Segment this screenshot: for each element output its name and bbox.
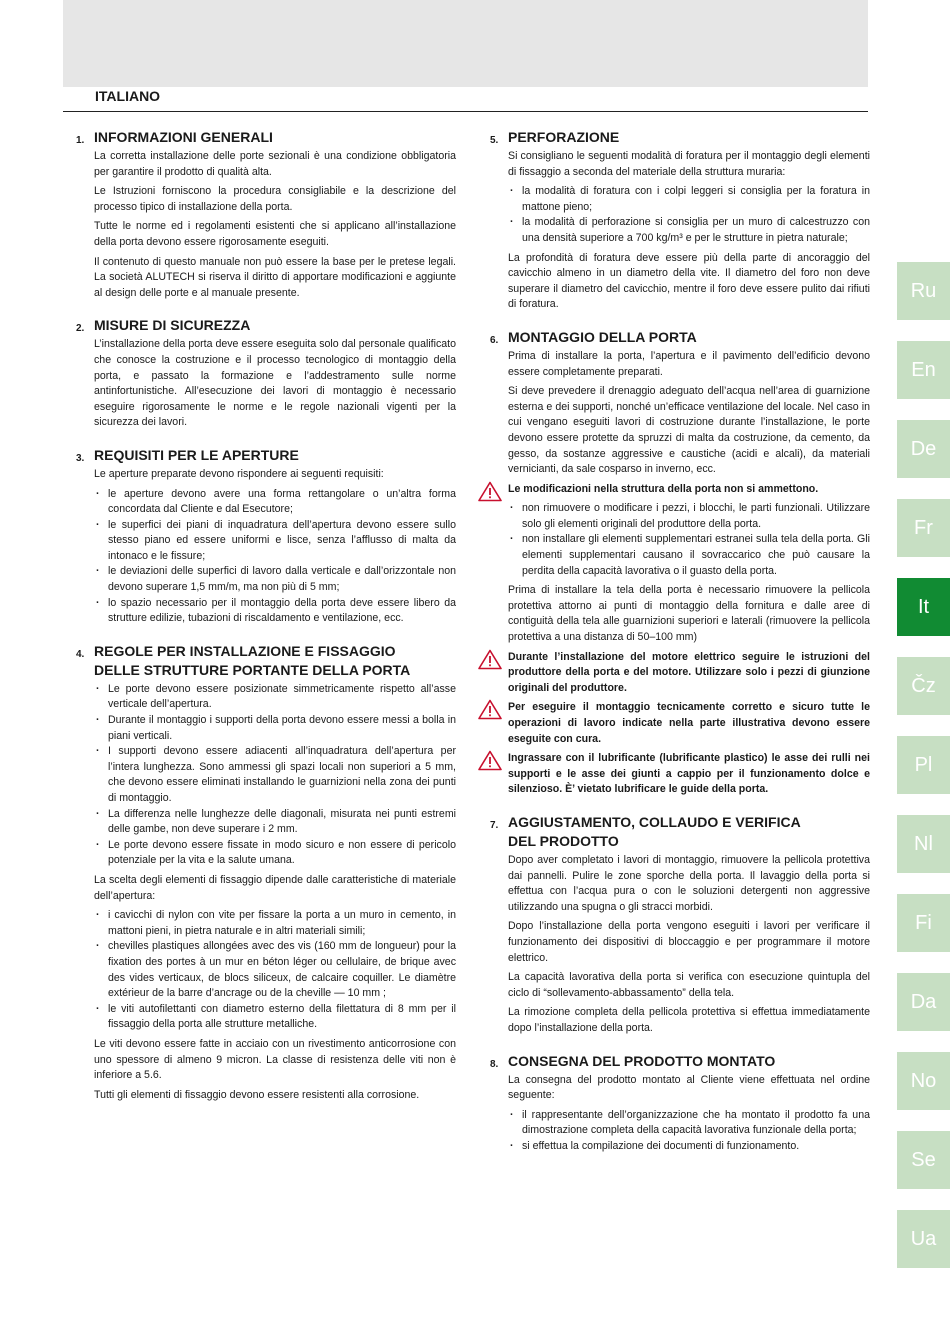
- title-line: DELLE STRUTTURE PORTANTE DELLA PORTA: [94, 661, 411, 678]
- paragraph: L’installazione della porta deve essere eseguita solo dal personale qualificato che conosce la costruzione e il processo tecnologico di montaggio della porta, e passato la formazione e l’addestramento sulle norme antinfortunistiche. All’esecuzione dei lavori di montaggio è necessario eseguire rigorosamente le norme e le regole nazionali vigenti per la sicurezza dei lavori.: [94, 338, 456, 429]
- language-tab-da[interactable]: Da: [897, 973, 950, 1031]
- language-tab-no[interactable]: No: [897, 1052, 950, 1110]
- section-title: PERFORAZIONE: [508, 129, 620, 145]
- bullet-list: [94, 487, 456, 627]
- list-item: · chevilles plastiques allongées avec des vis (160 mm de longueur) pour la fixation des portes à un mur en béton léger ou cellulaire, de brique avec des vides verticaux, de blocs siliceux, de calcaire coquiller. Le diamètre extérieur de la barre d’ancrage ou de la cheville — 10 mm ;: [94, 939, 456, 1001]
- language-tab-se[interactable]: Se: [897, 1131, 950, 1189]
- paragraph: La capacità lavorativa della porta si verifica con esecuzione quintupla del ciclo di “sollevamento-abbassamento” della tela.: [508, 971, 870, 999]
- header-rule: [63, 111, 868, 112]
- language-heading: ITALIANO: [95, 88, 161, 104]
- section-title: REQUISITI PER LE APERTURE: [94, 446, 299, 463]
- language-tab-en[interactable]: En: [897, 341, 950, 399]
- warning-note: [508, 482, 870, 498]
- paragraph: Le viti devono essere fatte in acciaio con un rivestimento anticorrosione con uno spessore di almeno 9 micron. La classe di resistenza delle viti non è inferiore a 5.6.: [94, 1037, 456, 1082]
- list-item: · Le porte devono essere fissate in modo sicuro e non essere di pericolo potenziale per la vita e la salute umana.: [94, 838, 456, 869]
- bullet-list: [508, 501, 870, 579]
- section-2: [76, 316, 456, 431]
- section-number: 4.: [76, 648, 85, 660]
- section-5: [490, 128, 870, 313]
- paragraph: Le Istruzioni forniscono la procedura consigliabile e la descrizione del processo tipico di installazione della porta.: [94, 185, 456, 213]
- list-item: · non rimuovere o modificare i pezzi, i blocchi, le parti funzionali. Utilizzare solo gli elementi originali del produttore della porta.: [508, 501, 870, 532]
- section-6: [490, 328, 870, 798]
- section-number: 3.: [76, 452, 85, 464]
- list-item: · le viti autofilettanti con diametro esterno della filettatura di 8 mm per il fissaggio della porta alle strutture metalliche.: [94, 1002, 456, 1033]
- paragraph: Dopo aver completato i lavori di montaggio, rimuovere la pellicola protettiva dai pannelli. Pulire le zone sporche della porta. Il lavaggio della porta si effettua con l’acqua pura o con le soluzioni detergenti non aggressive utilizzando una spugna o gli stracci morbidi.: [508, 853, 870, 913]
- language-tab-nl[interactable]: Nl: [897, 815, 950, 873]
- list-item: · le deviazioni delle superfici di lavoro dalla verticale e dall’orizzontale non devono superare 1,5 mm/m, ma non più di 5 mm;: [94, 564, 456, 595]
- warning-note: [508, 650, 870, 697]
- section-title: MONTAGGIO DELLA PORTA: [508, 328, 697, 345]
- paragraph: Prima di installare la tela della porta è necessario rimuovere la pellicola protettiva attorno ai punti di montaggio della fornitura e dalle aree di contiguità della tela alle guarnizioni superiori e laterali (rimuovere la pellicola protettiva a una distanza di 50–100 mm): [508, 584, 870, 644]
- section-title: CONSEGNA DEL PRODOTTO MONTATO: [508, 1052, 776, 1069]
- paragraph: La rimozione completa della pellicola protettiva si effettua immediatamente dopo l’installazione della porta.: [508, 1006, 870, 1034]
- header-band: [63, 0, 868, 87]
- bullet-list: [508, 1108, 870, 1155]
- language-tab-ru[interactable]: Ru: [897, 262, 950, 320]
- list-item: · i cavicchi di nylon con vite per fissare la porta a un muro in cemento, in mattoni pieni, in pietra naturale e in altri materiali simili;: [94, 908, 456, 939]
- right-column: [490, 128, 870, 1169]
- list-item: · il rappresentante dell’organizzazione che ha montato il prodotto fa una dimostrazione completa della capacità lavorativa funzionale della porta;: [508, 1108, 870, 1139]
- list-item: · la modalità di perforazione si consiglia per un muro di calcestruzzo con una densità superiore a 700 kg/m³ e per le strutture in pietra naturale;: [508, 215, 870, 246]
- warning-text: Le modificazioni nella struttura della porta non si ammettono.: [508, 482, 819, 495]
- list-item: · non installare gli elementi supplementari estranei sulla tela della porta. Gli elementi supplementari causano il sovraccarico che può causare la perdita della capacità lavorativa o il guasto della porta.: [508, 532, 870, 579]
- left-column: [76, 128, 456, 1118]
- section-number: 8.: [490, 1058, 499, 1070]
- paragraph: La profondità di foratura deve essere più della parte di ancoraggio del cavicchio almeno in un diametro della vite. Il diametro del foro non deve superare il diametro del cavicchio, mentre il foro deve essere pulito dai rifiuti di foratura.: [508, 251, 870, 311]
- section-3: [76, 446, 456, 627]
- section-number: 2.: [76, 323, 85, 335]
- section-title: [94, 642, 456, 680]
- warning-text: Ingrassare con il lubrificante (lubrificante plastico) le asse dei rulli nei supporti e le asse dei giunti a cappio per il funzionamento dolce e silenzioso. È’ vietato lubrificare le guide della porta.: [508, 752, 870, 796]
- list-item: · Durante il montaggio i supporti della porta devono essere messi a bolla in piani verticali.: [94, 713, 456, 744]
- warning-icon: [478, 750, 502, 771]
- paragraph: Tutte le norme ed i regolamenti esistenti che si applicano all’installazione della porta devono essere rigorosamente eseguiti.: [94, 220, 456, 248]
- warning-note: [508, 700, 870, 747]
- list-item: · lo spazio necessario per il montaggio della porta deve essere libero da strutture edilizie, tubazioni di riscaldamento e ventilazione, ecc.: [94, 596, 456, 627]
- list-item: · si effettua la compilazione dei documenti di funzionamento.: [508, 1139, 870, 1155]
- bullet-list: [94, 908, 456, 1033]
- section-title: MISURE DI SICUREZZA: [94, 317, 251, 334]
- language-tab-cz[interactable]: Čz: [897, 657, 950, 715]
- paragraph: Tutti gli elementi di fissaggio devono essere resistenti alla corrosione.: [94, 1088, 420, 1101]
- paragraph: La corretta installazione delle porte sezionali è una condizione obbligatoria per garantire il prodotto di qualità alta.: [94, 150, 456, 178]
- warning-text: Durante l’installazione del motore elettrico seguire le istruzioni del produttore della porta e del motore. Utilizzare solo i pezzi di giunzione originali del produttore.: [508, 650, 870, 694]
- paragraph: Dopo l’installazione della porta vengono eseguiti i lavori per verificare il funzionamento dei dispositivi di bloccaggio e per programmare il motore elettrico.: [508, 920, 870, 964]
- paragraph: Le aperture preparate devono rispondere ai seguenti requisiti:: [94, 467, 384, 480]
- section-number: 5.: [490, 135, 499, 146]
- title-line: DEL PRODOTTO: [508, 832, 619, 849]
- section-number: 7.: [490, 819, 499, 831]
- section-1: [76, 128, 456, 301]
- section-8: [490, 1052, 870, 1155]
- section-title: [508, 813, 870, 851]
- list-item: · le aperture devono avere una forma rettangolare o un’altra forma concordata dal Cliente e dal Esecutore;: [94, 487, 456, 518]
- language-tab-fi[interactable]: Fi: [897, 894, 950, 952]
- section-number: 6.: [490, 334, 499, 346]
- language-tab-ua[interactable]: Ua: [897, 1210, 950, 1268]
- paragraph: Si consigliano le seguenti modalità di foratura per il montaggio degli elementi di fissaggio a seconda del materiale della struttura muraria:: [508, 150, 870, 178]
- paragraph: Si deve prevedere il drenaggio adeguato dell’acqua nell’area di guarnizione esterna e dei supporti, nonché un’efficace ventilazione del locale. Nel caso in cui vengano eseguiti lavori di costruzione durante l’installazione, le porte devono essere protette da spruzzi di malta da costruzione, da cemento, da gesso, da sostanze aggressive e caustiche (acidi e alcali), da materiali vernicianti, da sale cosparso in inverno, ecc.: [508, 385, 870, 476]
- warning-note: [508, 751, 870, 798]
- section-number: 1.: [76, 135, 85, 146]
- list-item: · la modalità di foratura con i colpi leggeri si consiglia per la foratura in mattone pieno;: [508, 184, 870, 215]
- list-item: · Le porte devono essere posizionate simmetricamente rispetto all’asse verticale dell’apertura.: [94, 682, 456, 713]
- warning-text: Per eseguire il montaggio tecnicamente corretto e sicuro tutte le operazioni di lavoro indicate nella parte illustrativa devono essere eseguite con cura.: [508, 701, 870, 745]
- paragraph: Prima di installare la porta, l’apertura e il pavimento dell’edificio devono essere completamente preparati.: [508, 349, 870, 378]
- language-tab-pl[interactable]: Pl: [897, 736, 950, 794]
- title-line: REGOLE PER INSTALLAZIONE E FISSAGGIO: [94, 642, 396, 659]
- paragraph: La consegna del prodotto montato al Cliente viene effettuata nel ordine seguente:: [508, 1073, 870, 1102]
- warning-icon: [478, 481, 502, 502]
- paragraph: Il contenuto di questo manuale non può essere la base per le pretese legali. La società ALUTECH si riserva il diritto di apportare modificazioni e aggiunte al design delle porte e al manuale presente.: [94, 255, 456, 299]
- section-7: [490, 813, 870, 1037]
- paragraph: La scelta degli elementi di fissaggio dipende dalle caratteristiche di materiale dell’apertura:: [94, 873, 456, 902]
- section-title: INFORMAZIONI GENERALI: [94, 129, 273, 145]
- title-line: AGGIUSTAMENTO, COLLAUDO E VERIFICA: [508, 813, 801, 830]
- section-4: [76, 642, 456, 1103]
- language-tab-fr[interactable]: Fr: [897, 499, 950, 557]
- warning-icon: [478, 649, 502, 670]
- list-item: · La differenza nelle lunghezze delle diagonali, misurata nei punti estremi delle gambe, non deve superare i 2 mm.: [94, 807, 456, 838]
- bullet-list: [508, 184, 870, 246]
- warning-icon: [478, 699, 502, 720]
- list-item: · le superfici dei piani di inquadratura dell’apertura devono essere sullo stesso piano ed essere uniformi e lisce, senza l’afflusso di malta da intonaco e le fissure;: [94, 518, 456, 565]
- list-item: · I supporti devono essere adiacenti all’inquadratura dell’apertura per l’intera lunghezza. Sono ammessi gli spazi locali non superiori a 5 mm, che devono essere eliminati installando le guarnizioni nella zona dei punti di montaggio.: [94, 744, 456, 806]
- language-tab-it[interactable]: It: [897, 578, 950, 636]
- language-tab-de[interactable]: De: [897, 420, 950, 478]
- bullet-list: [94, 682, 456, 869]
